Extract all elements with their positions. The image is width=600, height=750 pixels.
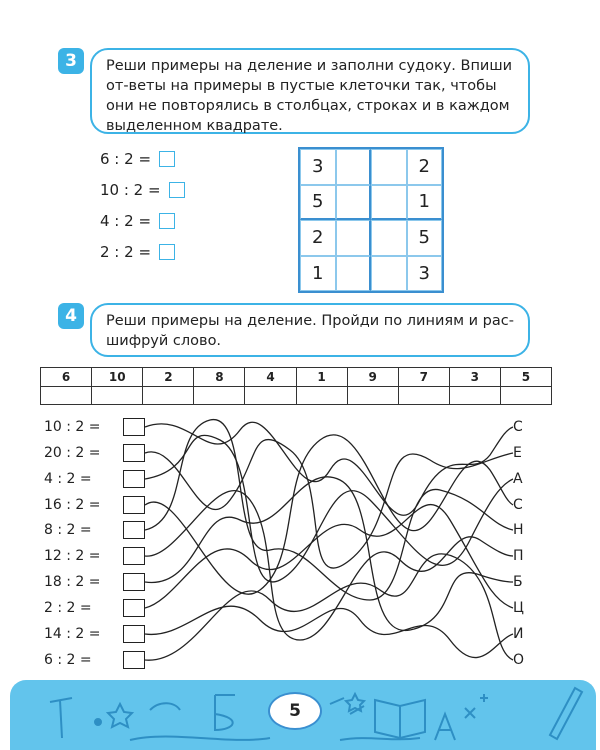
- maze-equation: 16 : 2 =: [44, 497, 101, 513]
- maze-equation: 8 : 2 =: [44, 522, 92, 538]
- star-icon: [346, 694, 364, 711]
- curve-doodle: [130, 736, 420, 740]
- division-equation: 10 : 2 =: [100, 181, 185, 199]
- maze-letter: П: [513, 548, 524, 564]
- maze-line: [145, 554, 513, 660]
- maze-letter: Н: [513, 522, 524, 538]
- maze-letter: Ц: [513, 600, 524, 616]
- maze-answer-box[interactable]: [123, 599, 145, 617]
- maze-line: [145, 491, 513, 640]
- dot-icon: [95, 719, 101, 725]
- sudoku-cell: 5: [407, 220, 443, 256]
- maze-equation: 4 : 2 =: [44, 471, 92, 487]
- maze-letter: Б: [513, 574, 523, 590]
- sudoku-cell: 1: [407, 185, 443, 221]
- math-symbols-doodle: [465, 694, 488, 718]
- page-number: 5: [268, 692, 322, 730]
- maze-equation: 12 : 2 =: [44, 548, 101, 564]
- key-number: 1: [296, 368, 347, 387]
- book-icon: [375, 700, 425, 738]
- maze-line: [145, 435, 513, 582]
- star-icon: [108, 704, 132, 727]
- sudoku-cell: 1: [300, 256, 336, 292]
- key-number: 4: [245, 368, 296, 387]
- sudoku-cell: 2: [300, 220, 336, 256]
- key-number: 7: [398, 368, 449, 387]
- task-4-text: Реши примеры на деление. Пройди по линиям и рас-шифруй слово.: [106, 313, 514, 349]
- key-number: 9: [347, 368, 398, 387]
- maze-equation: 18 : 2 =: [44, 574, 101, 590]
- task-3-badge: 3: [58, 48, 84, 74]
- division-equation: 2 : 2 =: [100, 243, 175, 261]
- sudoku-cell: 3: [407, 256, 443, 292]
- maze-letter: А: [513, 471, 523, 487]
- maze-line: [145, 505, 513, 608]
- division-equation: 6 : 2 =: [100, 150, 175, 168]
- maze-answer-box[interactable]: [123, 573, 145, 591]
- maze-letter: С: [513, 419, 523, 435]
- maze-answer-box[interactable]: [123, 547, 145, 565]
- maze-answer-box[interactable]: [123, 625, 145, 643]
- maze-equation: 6 : 2 =: [44, 652, 92, 668]
- key-number: 10: [92, 368, 143, 387]
- maze-equation: 20 : 2 =: [44, 445, 101, 461]
- maze-answer-box[interactable]: [123, 470, 145, 488]
- maze-equation: 2 : 2 =: [44, 600, 92, 616]
- key-number: 2: [143, 368, 194, 387]
- maze-letter: И: [513, 626, 524, 642]
- pencil-icon: [550, 688, 582, 739]
- maze-letter: Е: [513, 445, 522, 461]
- letter-a-doodle: [435, 714, 455, 740]
- maze-answer-box[interactable]: [123, 651, 145, 669]
- maze-equation: 10 : 2 =: [44, 419, 101, 435]
- maze-answer-box[interactable]: [123, 521, 145, 539]
- swirl-doodle: [150, 703, 180, 710]
- letter-b-doodle: [215, 695, 235, 730]
- division-equation: 4 : 2 =: [100, 212, 175, 230]
- task-3-text: Реши примеры на деление и заполни судоку. Впиши от-веты на примеры в пустые клеточки так, чтобы они не повторялись в столбцах, строках и в каждом выделенном квадрате.: [106, 58, 513, 134]
- maze-line: [145, 606, 513, 657]
- maze-equation: 14 : 2 =: [44, 626, 101, 642]
- task-4-badge: 4: [58, 303, 84, 329]
- maze-answer-box[interactable]: [123, 418, 145, 436]
- letter-g-doodle: [50, 698, 72, 738]
- maze-letter: О: [513, 652, 525, 668]
- sudoku-cell: 2: [407, 149, 443, 185]
- key-number: 5: [500, 368, 551, 387]
- key-number: 6: [41, 368, 92, 387]
- maze-letter: С: [513, 497, 523, 513]
- maze-answer-box[interactable]: [123, 444, 145, 462]
- sudoku-cell: 3: [300, 149, 336, 185]
- sudoku-cell: 5: [300, 185, 336, 221]
- key-number: 3: [449, 368, 500, 387]
- key-number: 8: [194, 368, 245, 387]
- maze-answer-box[interactable]: [123, 496, 145, 514]
